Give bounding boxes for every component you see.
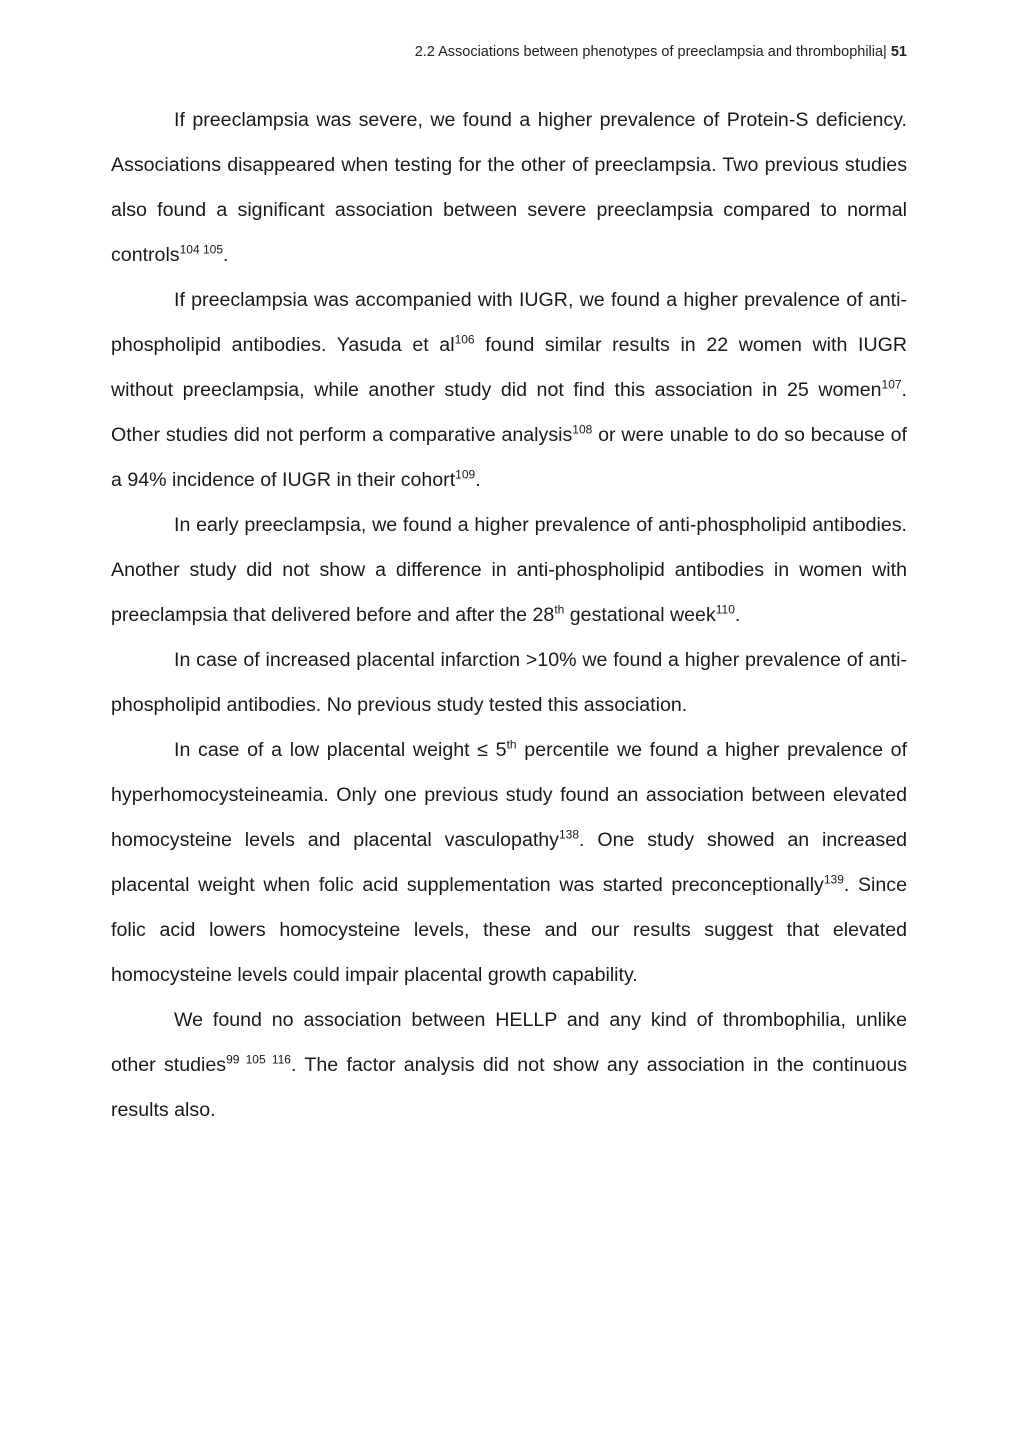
citation-superscript: 109 xyxy=(455,467,476,482)
text-run: percentile we found a higher prevalence of hyperhomocysteineamia. Only one previous study found an association between elevated homocysteine levels and placental vasculopathy xyxy=(111,739,908,851)
running-header xyxy=(415,44,907,60)
text-run: If preeclampsia was severe, we found a higher prevalence of Protein-S deficiency. Associations disappeared when testing for the other of preeclampsia. Two previous studies also found a significant association between severe preeclampsia compared to normal controls xyxy=(111,109,907,266)
paragraph xyxy=(111,278,907,503)
text-run: If preeclampsia was accompanied with IUGR, we found a higher prevalence of anti-phospholipid antibodies. Yasuda et al xyxy=(111,289,907,356)
citation-superscript: 108 xyxy=(572,422,593,437)
citation-superscript: 99 105 116 xyxy=(226,1052,291,1067)
citation-superscript: 110 xyxy=(715,602,735,617)
text-run: In case of a low placental weight ≤ 5 xyxy=(174,739,507,761)
citation-superscript: 104 105 xyxy=(179,242,223,257)
text-run: . xyxy=(734,604,741,626)
paragraph xyxy=(111,503,907,638)
citation-superscript: 139 xyxy=(823,872,844,887)
paragraph xyxy=(111,998,907,1133)
paragraph xyxy=(111,638,907,728)
citation-superscript: 138 xyxy=(558,827,580,842)
citation-superscript: th xyxy=(506,737,517,752)
running-title: 2.2 Associations between phenotypes of preeclampsia and thrombophilia xyxy=(414,44,884,60)
text-run: . xyxy=(475,469,481,491)
text-run: We found no association between HELLP and any kind of thrombophilia, unlike other studies xyxy=(111,1009,907,1076)
body-text xyxy=(111,98,907,1133)
text-run: or were unable to do so because of a 94% incidence of IUGR in their cohort xyxy=(111,424,907,491)
page-number: 51 xyxy=(890,44,907,60)
paragraph xyxy=(111,98,907,278)
text-run: gestational week xyxy=(564,604,716,626)
header-separator: | xyxy=(883,44,887,60)
text-run: . Since folic acid lowers homocysteine levels, these and our results suggest that elevated homocysteine levels could impair placental growth capability. xyxy=(111,874,907,986)
text-run: In case of increased placental infarction >10% we found a higher prevalence of anti-phospholipid antibodies. No previous study tested this association. xyxy=(111,649,907,716)
citation-superscript: th xyxy=(554,602,565,617)
text-run: . xyxy=(223,244,229,266)
text-run: In early preeclampsia, we found a higher prevalence of anti-phospholipid antibodies. Another study did not show a difference in anti-phospholipid antibodies in women with preeclampsia that delivered before and after the 28 xyxy=(111,514,907,626)
text-run: . The factor analysis did not show any association in the continuous results also. xyxy=(111,1054,908,1121)
text-run: . One study showed an increased placental weight when folic acid supplementation was started preconceptionally xyxy=(111,829,907,896)
paragraph xyxy=(111,728,907,998)
citation-superscript: 106 xyxy=(454,332,475,347)
text-run: found similar results in 22 women with IUGR without preeclampsia, while another study did not find this association in 25 women xyxy=(111,334,907,401)
citation-superscript: 107 xyxy=(881,377,902,392)
text-run: . Other studies did not perform a comparative analysis xyxy=(111,379,907,446)
